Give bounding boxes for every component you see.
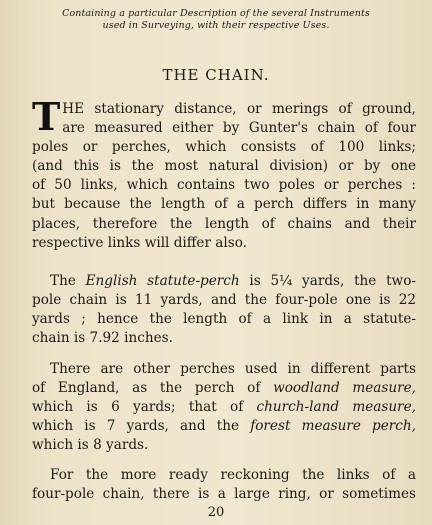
paragraph-3 xyxy=(32,360,416,455)
text-line: places, therefore the length of chains and their xyxy=(32,215,416,232)
text-line: For the more ready reckoning the links of a xyxy=(50,467,416,483)
text-line xyxy=(32,417,416,436)
text-run: which is 7 yards, and the xyxy=(32,418,251,435)
text-line: four-pole chain, there is a large ring, or sometimes xyxy=(32,486,416,503)
italic-term: woodland measure, xyxy=(273,380,416,397)
text-run: which is 6 yards; that of xyxy=(32,399,257,416)
drop-cap: T xyxy=(32,94,61,139)
text-line: (and this is the most natural division) or by one xyxy=(32,158,416,175)
text-line: which is 8 yards. xyxy=(32,437,149,454)
running-head-line-2: used in Surveying, with their respective Uses. xyxy=(102,20,330,31)
paragraph-2 xyxy=(32,272,416,348)
text-line: but because the length of a perch differs in many xyxy=(32,196,416,213)
text-run: The xyxy=(50,273,86,289)
paragraph-1 xyxy=(32,94,416,253)
text-line: There are other perches used in different parts xyxy=(50,361,416,377)
text-line xyxy=(32,398,416,417)
text-run: of England, as the perch of xyxy=(32,380,274,397)
text-run: is 5¼ yards, the two- xyxy=(239,273,416,289)
text-line: poles or perches, which consists of 100 links; xyxy=(32,139,416,156)
text-line: pole chain is 11 yards, and the four-pole one is 22 xyxy=(32,292,416,309)
text-line xyxy=(32,379,416,398)
page-number: 20 xyxy=(207,505,225,520)
text-line: HE stationary distance, or merings of ground, xyxy=(62,101,416,117)
running-head xyxy=(40,8,392,32)
running-head-line-1: Containing a particular Description of the several Instruments xyxy=(62,8,370,19)
paragraph-4 xyxy=(32,466,416,504)
section-title: THE CHAIN. xyxy=(162,66,270,84)
text-line: are measured either by Gunter's chain of four xyxy=(62,120,416,137)
italic-term: English statute-perch xyxy=(85,273,240,289)
text-line: chain is 7.92 inches. xyxy=(32,330,173,347)
text-line: of 50 links, which contains two poles or perches : xyxy=(32,177,416,194)
italic-term: church-land measure, xyxy=(256,399,416,416)
text-line: yards ; hence the length of a link in a statute- xyxy=(32,311,416,328)
text-line xyxy=(32,272,416,291)
text-line: respective links will differ also. xyxy=(32,234,247,251)
italic-term: forest measure perch, xyxy=(250,418,416,435)
